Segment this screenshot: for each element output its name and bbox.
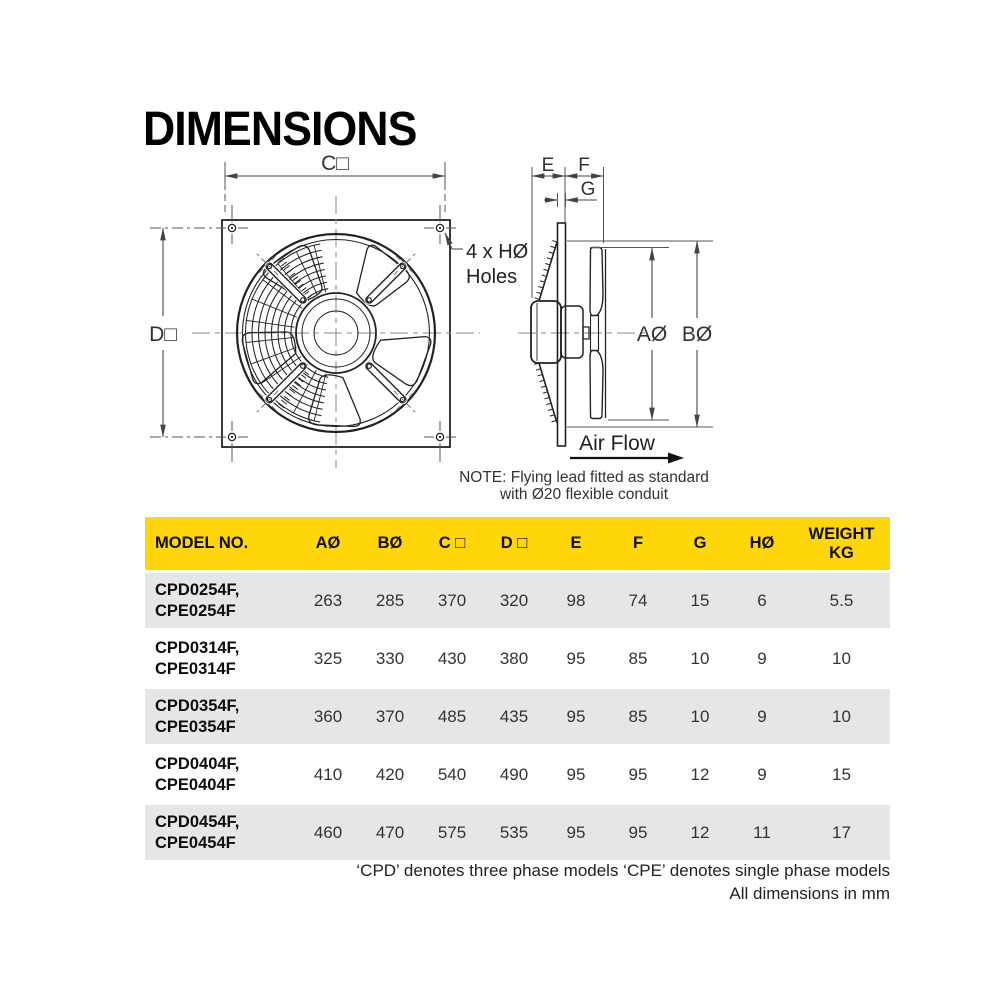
table-row <box>145 689 890 744</box>
guard-wire-serrations <box>534 241 557 422</box>
value-cell: 6 <box>757 590 767 610</box>
value-cell: 10 <box>832 648 851 668</box>
value-cell: 380 <box>499 648 529 668</box>
value-cell: 95 <box>628 822 648 842</box>
table-row <box>145 573 890 628</box>
side-dimensions <box>532 155 713 464</box>
value-cell: 95 <box>566 706 586 726</box>
value-cell: 85 <box>628 706 648 726</box>
note-line2: with Ø20 flexible conduit <box>499 486 669 503</box>
value-cell: 430 <box>437 648 467 668</box>
weight-header-line2: KG <box>829 543 854 562</box>
value-cell: 95 <box>566 648 586 668</box>
header-cell-g: G <box>693 534 707 552</box>
value-cell: 540 <box>437 764 467 784</box>
guard-cone-lower <box>539 363 557 423</box>
value-cell: 74 <box>628 590 648 610</box>
value-cell: 15 <box>832 764 851 784</box>
value-cell: 285 <box>375 590 405 610</box>
value-cell: 460 <box>313 822 343 842</box>
side-view-drawing <box>518 223 645 446</box>
holes-callout-line1: 4 x HØ <box>466 241 529 263</box>
model-cell: CPD0314F, CPE0314F <box>155 638 240 678</box>
value-cell: 575 <box>437 822 467 842</box>
airflow-arrow-head <box>668 453 684 464</box>
model-cell: CPD0454F, CPE0454F <box>155 812 240 852</box>
holes-callout-line2: Holes <box>466 266 518 288</box>
value-cell: 410 <box>313 764 343 784</box>
value-cell: 370 <box>437 590 467 610</box>
note-line1: NOTE: Flying lead fitted as standard <box>459 469 709 486</box>
value-cell: 470 <box>375 822 405 842</box>
header-cell-a: AØ <box>315 534 341 552</box>
value-cell: 9 <box>757 706 767 726</box>
dim-label-g: G <box>580 179 596 200</box>
dim-label-c: C□ <box>321 152 349 175</box>
value-cell: 17 <box>832 822 851 842</box>
value-cell: 85 <box>628 648 648 668</box>
page-title: DIMENSIONS <box>143 103 417 156</box>
value-cell: 370 <box>375 706 405 726</box>
front-view-drawing <box>192 196 480 468</box>
model-cell: CPD0404F, CPE0404F <box>155 754 240 794</box>
value-cell: 15 <box>690 590 710 610</box>
value-cell: 490 <box>499 764 529 784</box>
value-cell: 320 <box>499 590 529 610</box>
value-cell: 485 <box>437 706 467 726</box>
motor-body <box>531 301 561 363</box>
value-cell: 9 <box>757 764 767 784</box>
header-cell-model: MODEL NO. <box>155 534 249 553</box>
model-cell: CPD0254F, CPE0254F <box>155 580 240 620</box>
weight-header-line1: WEIGHT <box>808 524 875 543</box>
value-cell: 360 <box>313 706 343 726</box>
value-cell: 5.5 <box>829 590 854 610</box>
header-cell-f: F <box>632 534 644 552</box>
dim-label-b: BØ <box>681 323 713 346</box>
value-cell: 420 <box>375 764 405 784</box>
value-cell: 95 <box>566 764 586 784</box>
dim-label-d: D□ <box>149 323 177 346</box>
value-cell: 11 <box>753 822 771 842</box>
value-cell: 95 <box>628 764 648 784</box>
table-row <box>145 631 890 686</box>
blade-profile-top <box>590 248 603 316</box>
dimensions-table <box>145 517 890 860</box>
airflow-label: Air Flow <box>579 432 655 455</box>
value-cell: 12 <box>690 822 710 842</box>
units-footnote: All dimensions in mm <box>729 884 890 903</box>
value-cell: 330 <box>375 648 405 668</box>
value-cell: 263 <box>313 590 343 610</box>
header-cell-h: HØ <box>749 534 775 552</box>
value-cell: 95 <box>566 822 586 842</box>
value-cell: 12 <box>690 764 710 784</box>
header-cell-e: E <box>570 534 582 552</box>
flying-lead-note <box>459 469 709 503</box>
value-cell: 10 <box>690 648 710 668</box>
footnotes <box>145 861 890 907</box>
dim-label-f: F <box>578 155 590 176</box>
phase-footnote: ‘CPD’ denotes three phase models ‘CPE’ denotes single phase models <box>356 861 890 880</box>
table-header-row <box>145 517 890 570</box>
table-row <box>145 747 890 802</box>
table-row <box>145 805 890 860</box>
motor-rear <box>561 306 583 358</box>
value-cell: 435 <box>499 706 529 726</box>
dim-label-e: E <box>541 155 555 176</box>
header-cell-d: D □ <box>500 534 528 552</box>
header-cell-c: C □ <box>438 534 466 552</box>
value-cell: 325 <box>313 648 343 668</box>
dim-label-a: AØ <box>636 323 668 346</box>
value-cell: 9 <box>757 648 767 668</box>
header-cell-b: BØ <box>377 534 403 552</box>
value-cell: 535 <box>499 822 529 842</box>
header-cell-weight <box>793 517 890 570</box>
value-cell: 98 <box>566 590 586 610</box>
front-dimensions <box>149 152 528 437</box>
blade-profile-bottom <box>590 351 603 419</box>
value-cell: 10 <box>832 706 851 726</box>
guard-cone-upper <box>539 242 557 301</box>
model-cell: CPD0354F, CPE0354F <box>155 696 240 736</box>
value-cell: 10 <box>690 706 710 726</box>
